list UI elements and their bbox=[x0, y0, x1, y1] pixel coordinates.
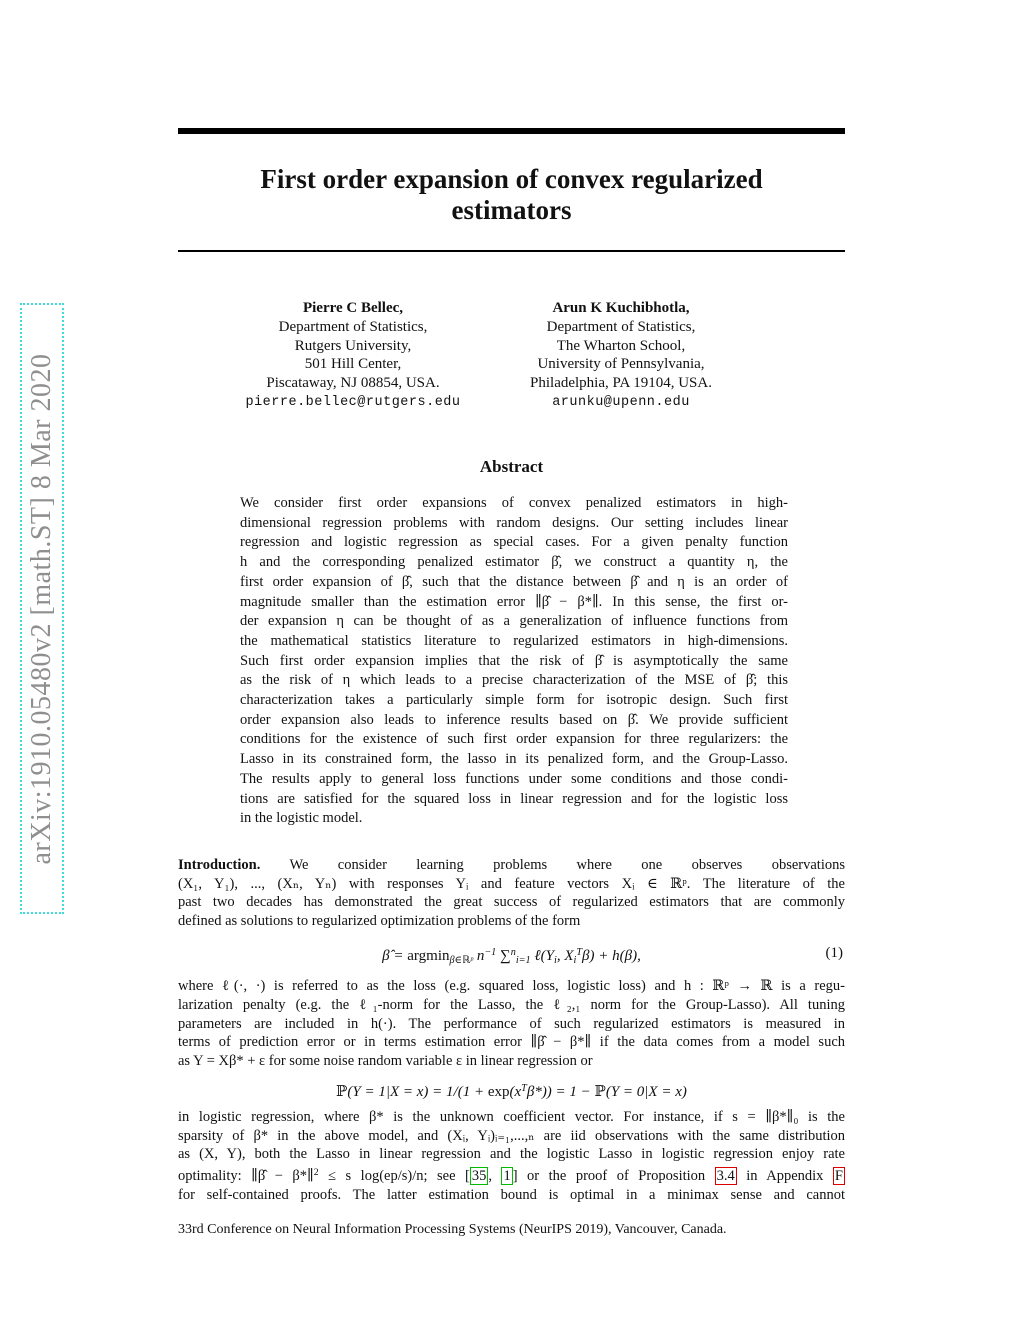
author-1-affiliation bbox=[218, 318, 488, 393]
text-line: past two decades has demonstrated the great success of regularized estimators that are commonly bbox=[178, 894, 845, 911]
author-1 bbox=[218, 299, 488, 413]
intro-paragraph-1 bbox=[178, 856, 845, 930]
text-line: for self-contained proofs. The latter estimation bound is optimal in a minimax sense and cannot bbox=[178, 1186, 845, 1203]
text-line: order expansion also leads to inference results based on β̂. We provide sufficient bbox=[240, 711, 788, 728]
author-block bbox=[178, 299, 845, 412]
arxiv-stamp bbox=[20, 303, 64, 914]
text-run: i bbox=[573, 955, 577, 967]
text-line bbox=[178, 856, 845, 875]
author-2 bbox=[486, 299, 756, 413]
text-line: the mathematical statistics literature to regularized estimators in high-dimensions. bbox=[240, 632, 788, 649]
text-line: regression and logistic regression as special cases. For a given penalty function bbox=[240, 534, 788, 551]
text-line: terms of prediction error or in terms estimation error ∥β̂ − β*∥ if the data comes from a model such bbox=[178, 1034, 845, 1051]
text-line: The Wharton School, bbox=[556, 337, 686, 354]
text-line: dimensional regression problems with random designs. Our setting includes linear bbox=[240, 514, 788, 531]
text-run: (Y = 0|X = x) bbox=[605, 1084, 687, 1101]
text-line: as (X, Y), both the Lasso in linear regression and the logistic Lasso in logistic regression enjoy rate bbox=[178, 1146, 845, 1163]
text-line: larization penalty (e.g. the ℓ₁-norm for the Lasso, the ℓ₂,₁ norm for the Group-Lasso). All tuning bbox=[178, 996, 845, 1013]
author-1-name: Pierre C Bellec, bbox=[302, 300, 404, 316]
text-line: defined as solutions to regularized optimization problems of the form bbox=[178, 912, 581, 929]
text-line: in the logistic model. bbox=[240, 810, 363, 827]
equation-1 bbox=[178, 940, 845, 966]
text-line: magnitude smaller than the estimation error ∥β̂ − β*∥. In this sense, the first or- bbox=[240, 593, 788, 610]
text-line: first order expansion of β̂, such that the distance between β̂ and η is an order of bbox=[240, 573, 788, 590]
text-run: β̂ bbox=[382, 948, 390, 965]
author-2-name: Arun K Kuchibhotla, bbox=[552, 300, 690, 316]
text-line: University of Pennsylvania, bbox=[537, 356, 705, 373]
text-run: −1 bbox=[484, 947, 497, 959]
arxiv-stamp-text: arXiv:1910.05480v2 [math.ST] 8 Mar 2020 bbox=[26, 353, 57, 864]
text-run: i bbox=[553, 955, 557, 967]
abstract-heading: Abstract bbox=[479, 457, 544, 476]
text-run: We consider learning problems where one observes observations bbox=[260, 856, 845, 873]
equation-1-body bbox=[382, 947, 641, 967]
text-run: exp bbox=[487, 1084, 510, 1101]
text-run: T bbox=[521, 1083, 527, 1095]
author-2-email[interactable]: arunku@upenn.edu bbox=[552, 394, 690, 410]
equation-2 bbox=[178, 1078, 845, 1100]
text-line: der expansion η can be thought of as a generalization of influence functions from bbox=[240, 613, 788, 630]
paper-title-line-2: estimators bbox=[451, 195, 572, 225]
title-rule-bottom bbox=[178, 250, 845, 252]
text-line: The results apply to general loss functions under some conditions and those condi- bbox=[240, 770, 788, 787]
text-run: ] or the proof of Proposition bbox=[512, 1168, 715, 1184]
citation-link[interactable]: 35 bbox=[471, 1168, 487, 1184]
text-line: 501 Hill Center, bbox=[304, 356, 402, 373]
internal-ref-link[interactable]: 3.4 bbox=[716, 1168, 735, 1184]
text-line bbox=[178, 1164, 845, 1186]
text-line: Department of Statistics, bbox=[278, 318, 428, 335]
author-2-affiliation bbox=[486, 318, 756, 393]
text-run: (Y = 1|X = x) = 1/(1 + bbox=[347, 1084, 488, 1101]
text-line: We consider first order expansions of convex penalized estimators in high- bbox=[240, 495, 788, 511]
text-line: as Y = Xβ* + ε for some noise random variable ε in linear regression or bbox=[178, 1052, 593, 1069]
text-run: Introduction. bbox=[178, 856, 261, 873]
paper-content bbox=[178, 0, 845, 1204]
text-run: n bbox=[510, 947, 516, 959]
text-run: n bbox=[473, 948, 485, 965]
text-line: (X₁, Y₁), ..., (Xₙ, Yₙ) with responses Yᵢ and feature vectors Xᵢ ∈ ℝᵖ. The literature of the bbox=[178, 875, 845, 892]
title-rule-top bbox=[178, 128, 845, 134]
text-run: (x bbox=[509, 1084, 522, 1101]
text-line: Department of Statistics, bbox=[546, 318, 696, 335]
text-run: optimality: ∥β̂ − β*∥ bbox=[178, 1168, 314, 1184]
text-run: ℙ bbox=[594, 1084, 606, 1101]
text-line: parameters are included in h(·). The performance of such regularized estimators is measured in bbox=[178, 1015, 845, 1032]
abstract-body bbox=[240, 494, 788, 829]
text-run: ∑ bbox=[500, 948, 511, 965]
text-line: Piscataway, NJ 08854, USA. bbox=[266, 375, 440, 392]
text-run: , X bbox=[556, 948, 574, 965]
paper-title-line-1: First order expansion of convex regularized bbox=[260, 164, 763, 194]
text-run: , bbox=[488, 1168, 502, 1184]
text-line: Philadelphia, PA 19104, USA. bbox=[530, 375, 712, 392]
paper-title bbox=[178, 164, 845, 226]
conference-footnote: 33rd Conference on Neural Information Processing Systems (NeurIPS 2019), Vancouver, Canada. bbox=[178, 1222, 727, 1237]
text-run: β*)) = 1 − bbox=[526, 1084, 595, 1101]
text-line: Rutgers University, bbox=[294, 337, 412, 354]
text-line: h and the corresponding penalized estimator β̂, we construct a quantity η, the bbox=[240, 554, 788, 571]
text-line: conditions for the existence of such first order expansion for three regularizers: the bbox=[240, 731, 788, 748]
intro-paragraph-3 bbox=[178, 1108, 845, 1204]
text-line: characterization takes a particularly simple form for isotropic design. Such first bbox=[240, 692, 788, 709]
text-run: 2 bbox=[313, 1167, 319, 1179]
text-line: in logistic regression, where β* is the unknown coefficient vector. For instance, if s = ∥β*∥₀ is the bbox=[178, 1109, 845, 1126]
text-run: ℙ bbox=[336, 1084, 348, 1101]
text-run: ≤ s log(ep/s)/n; see [ bbox=[318, 1168, 470, 1184]
intro-paragraph-2 bbox=[178, 977, 845, 1070]
text-run: argmin bbox=[407, 948, 450, 965]
text-line: sparsity of β* in the above model, and (Xᵢ, Yᵢ)ᵢ₌₁,...,ₙ are iid observations with the same distribution bbox=[178, 1127, 845, 1144]
text-run: in Appendix bbox=[736, 1168, 833, 1184]
citation-link[interactable]: 1 bbox=[503, 1168, 511, 1184]
text-run: T bbox=[576, 947, 583, 959]
text-run: β∈ℝᵖ bbox=[449, 955, 474, 967]
text-run: ℓ(Y bbox=[530, 948, 554, 965]
internal-ref-link[interactable]: F bbox=[834, 1168, 843, 1184]
equation-2-body bbox=[336, 1084, 687, 1100]
text-line: Lasso in its constrained form, the lasso in its penalized form, and the Group-Lasso. bbox=[240, 751, 788, 768]
text-run: = bbox=[389, 948, 408, 965]
text-line: where ℓ(·, ·) is referred to as the loss (e.g. squared loss, logistic loss) and h : ℝᵖ → ℝ is a regu- bbox=[178, 978, 845, 995]
text-line: Such first order expansion implies that the risk of β̂ is asymptotically the same bbox=[240, 652, 788, 669]
text-run: i=1 bbox=[515, 955, 531, 967]
equation-1-number: (1) bbox=[825, 945, 843, 962]
text-line: tions are satisfied for the squared loss in linear regression and for the logistic loss bbox=[240, 790, 788, 807]
text-run: β) + h(β), bbox=[582, 948, 641, 965]
author-1-email[interactable]: pierre.bellec@rutgers.edu bbox=[245, 394, 461, 410]
text-line: as the risk of η which leads to a precise characterization of the MSE of β̂; this bbox=[240, 672, 788, 689]
